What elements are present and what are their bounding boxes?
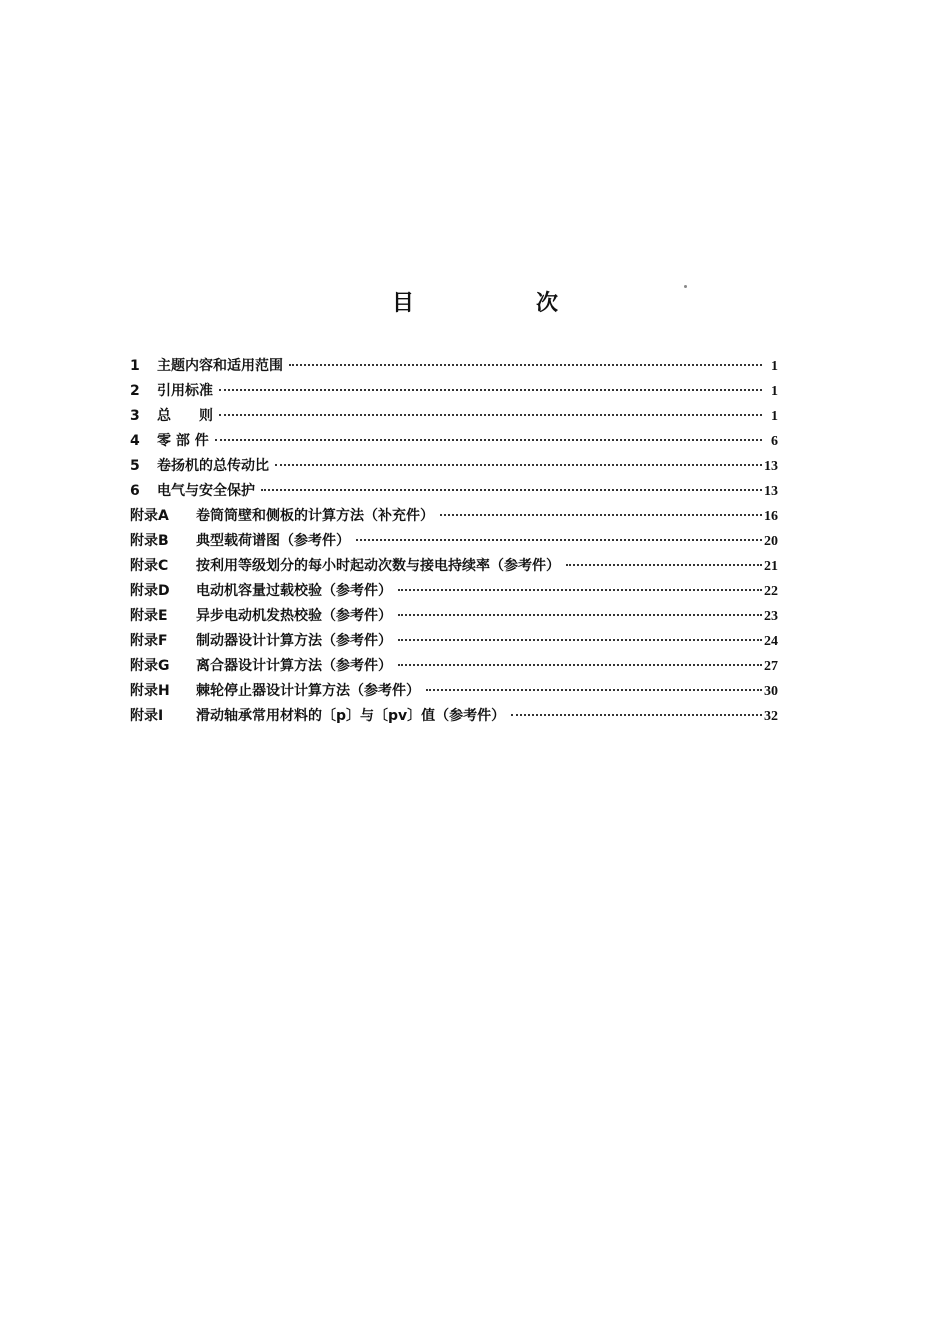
toc-entry[interactable]: [130, 605, 778, 630]
toc-entry[interactable]: [130, 405, 778, 430]
toc-entry-page-number: 16: [764, 509, 778, 524]
toc-entry[interactable]: [130, 680, 778, 705]
toc-entry-label: 按利用等级划分的每小时起动次数与接电持续率（参考件）: [196, 558, 560, 574]
toc-entry-page-number: 13: [764, 459, 778, 474]
toc-dot-leader: [511, 714, 762, 716]
toc-entry-number: 附录D: [130, 583, 170, 599]
toc-entry[interactable]: [130, 355, 778, 380]
toc-dot-leader: [398, 664, 762, 666]
toc-entry[interactable]: [130, 705, 778, 730]
toc-entry-page-number: 32: [764, 709, 778, 724]
toc-dot-leader: [261, 489, 762, 491]
toc-entry-number: 附录G: [130, 658, 170, 674]
toc-entry[interactable]: [130, 530, 778, 555]
toc-entry[interactable]: [130, 630, 778, 655]
toc-entry-number: 附录B: [130, 533, 169, 549]
toc-entry-label: 异步电动机发热校验（参考件）: [196, 608, 392, 624]
toc-entry-label: 滑动轴承常用材料的〔p〕与〔pv〕值（参考件）: [196, 708, 506, 724]
toc-entry-number: 5: [130, 458, 140, 474]
toc-entry-number: 附录A: [130, 508, 169, 524]
toc-entry-number: 附录E: [130, 608, 168, 624]
toc-entry-page-number: 1: [771, 409, 778, 424]
toc-entry-number: 1: [130, 358, 140, 374]
toc-entry-number: 4: [130, 433, 140, 449]
toc-entry-number: 附录H: [130, 683, 170, 699]
toc-entry-label: 电动机容量过载校验（参考件）: [196, 583, 392, 599]
toc-entry-page-number: 1: [771, 359, 778, 374]
toc-dot-leader: [398, 614, 762, 616]
toc-entry-number: 附录I: [130, 708, 164, 724]
toc-entry-page-number: 13: [764, 484, 778, 499]
toc-entry[interactable]: [130, 380, 778, 405]
toc-dot-leader: [356, 539, 762, 541]
toc-dot-leader: [219, 414, 762, 416]
toc-entry-number: 6: [130, 483, 140, 499]
toc-entry-page-number: 27: [764, 659, 778, 674]
toc-entry-label: 零 部 件: [157, 433, 209, 449]
toc-entry-label: 卷筒筒壁和侧板的计算方法（补充件）: [196, 508, 434, 524]
toc-dot-leader: [398, 639, 762, 641]
toc-entry-page-number: 22: [764, 584, 778, 599]
toc-entry-label: 典型载荷谱图（参考件）: [196, 533, 350, 549]
toc-entry[interactable]: [130, 505, 778, 530]
toc-dot-leader: [215, 439, 762, 441]
toc-entry-number: 3: [130, 408, 140, 424]
toc-entry-page-number: 6: [771, 434, 778, 449]
toc-entry-label: 棘轮停止器设计计算方法（参考件）: [196, 683, 420, 699]
toc-dot-leader: [440, 514, 762, 516]
toc-entry[interactable]: [130, 430, 778, 455]
toc-entry-label: 总 则: [157, 408, 213, 424]
toc-entry-page-number: 21: [764, 559, 778, 574]
toc-entry[interactable]: [130, 455, 778, 480]
toc-dot-leader: [566, 564, 762, 566]
toc-dot-leader: [426, 689, 762, 691]
toc-entry-label: 离合器设计计算方法（参考件）: [196, 658, 392, 674]
toc-entry-number: 附录C: [130, 558, 169, 574]
toc-dot-leader: [219, 389, 762, 391]
toc-entry-page-number: 30: [764, 684, 778, 699]
toc-entry[interactable]: [130, 580, 778, 605]
toc-entry-page-number: 24: [764, 634, 778, 649]
toc-entry[interactable]: [130, 480, 778, 505]
toc-entry-number: 2: [130, 383, 140, 399]
toc-entry-label: 主题内容和适用范围: [157, 358, 283, 374]
toc-entry-label: 引用标准: [157, 383, 213, 399]
toc-entry[interactable]: [130, 655, 778, 680]
toc-dot-leader: [398, 589, 762, 591]
toc-entry-page-number: 23: [764, 609, 778, 624]
page-title: 目 次: [391, 291, 608, 316]
toc-entry-page-number: 20: [764, 534, 778, 549]
toc-dot-leader: [289, 364, 762, 366]
toc-entry-page-number: 1: [771, 384, 778, 399]
toc-entry-label: 卷扬机的总传动比: [157, 458, 269, 474]
toc-dot-leader: [275, 464, 762, 466]
toc-entry-label: 制动器设计计算方法（参考件）: [196, 633, 392, 649]
table-of-contents: [130, 355, 778, 730]
toc-entry-label: 电气与安全保护: [157, 483, 255, 499]
toc-entry[interactable]: [130, 555, 778, 580]
toc-entry-number: 附录F: [130, 633, 168, 649]
